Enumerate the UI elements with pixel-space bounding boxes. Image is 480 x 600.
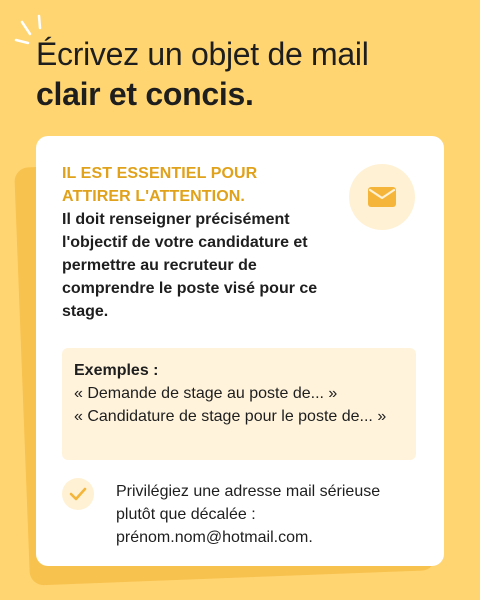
- intro-body-text: Il doit renseigner précisément l'objectif de votre candidature et permettre au recruteur de comprendre le poste visé pour ce stage.: [62, 211, 318, 320]
- headline-line-2: clair et concis.: [36, 76, 254, 112]
- examples-box: [62, 348, 416, 460]
- example-item: « Candidature de stage pour le poste de... »: [74, 408, 387, 425]
- intro-accent-text: IL EST ESSENTIEL POUR ATTIRER L'ATTENTION.: [62, 165, 258, 205]
- envelope-icon: [367, 186, 397, 208]
- tip-text: Privilégiez une adresse mail sérieuse plutôt que décalée : prénom.nom@hotmail.com.: [116, 483, 381, 546]
- headline-line-1: Écrivez un objet de mail: [36, 36, 369, 72]
- examples-title: Exemples :: [74, 362, 159, 379]
- example-item: « Demande de stage au poste de... »: [74, 385, 338, 402]
- content-card: [36, 136, 444, 566]
- examples-list: [74, 382, 410, 428]
- tip-badge: [62, 478, 94, 510]
- check-icon: [69, 487, 87, 501]
- mail-badge: [349, 164, 415, 230]
- page-headline: [36, 34, 456, 114]
